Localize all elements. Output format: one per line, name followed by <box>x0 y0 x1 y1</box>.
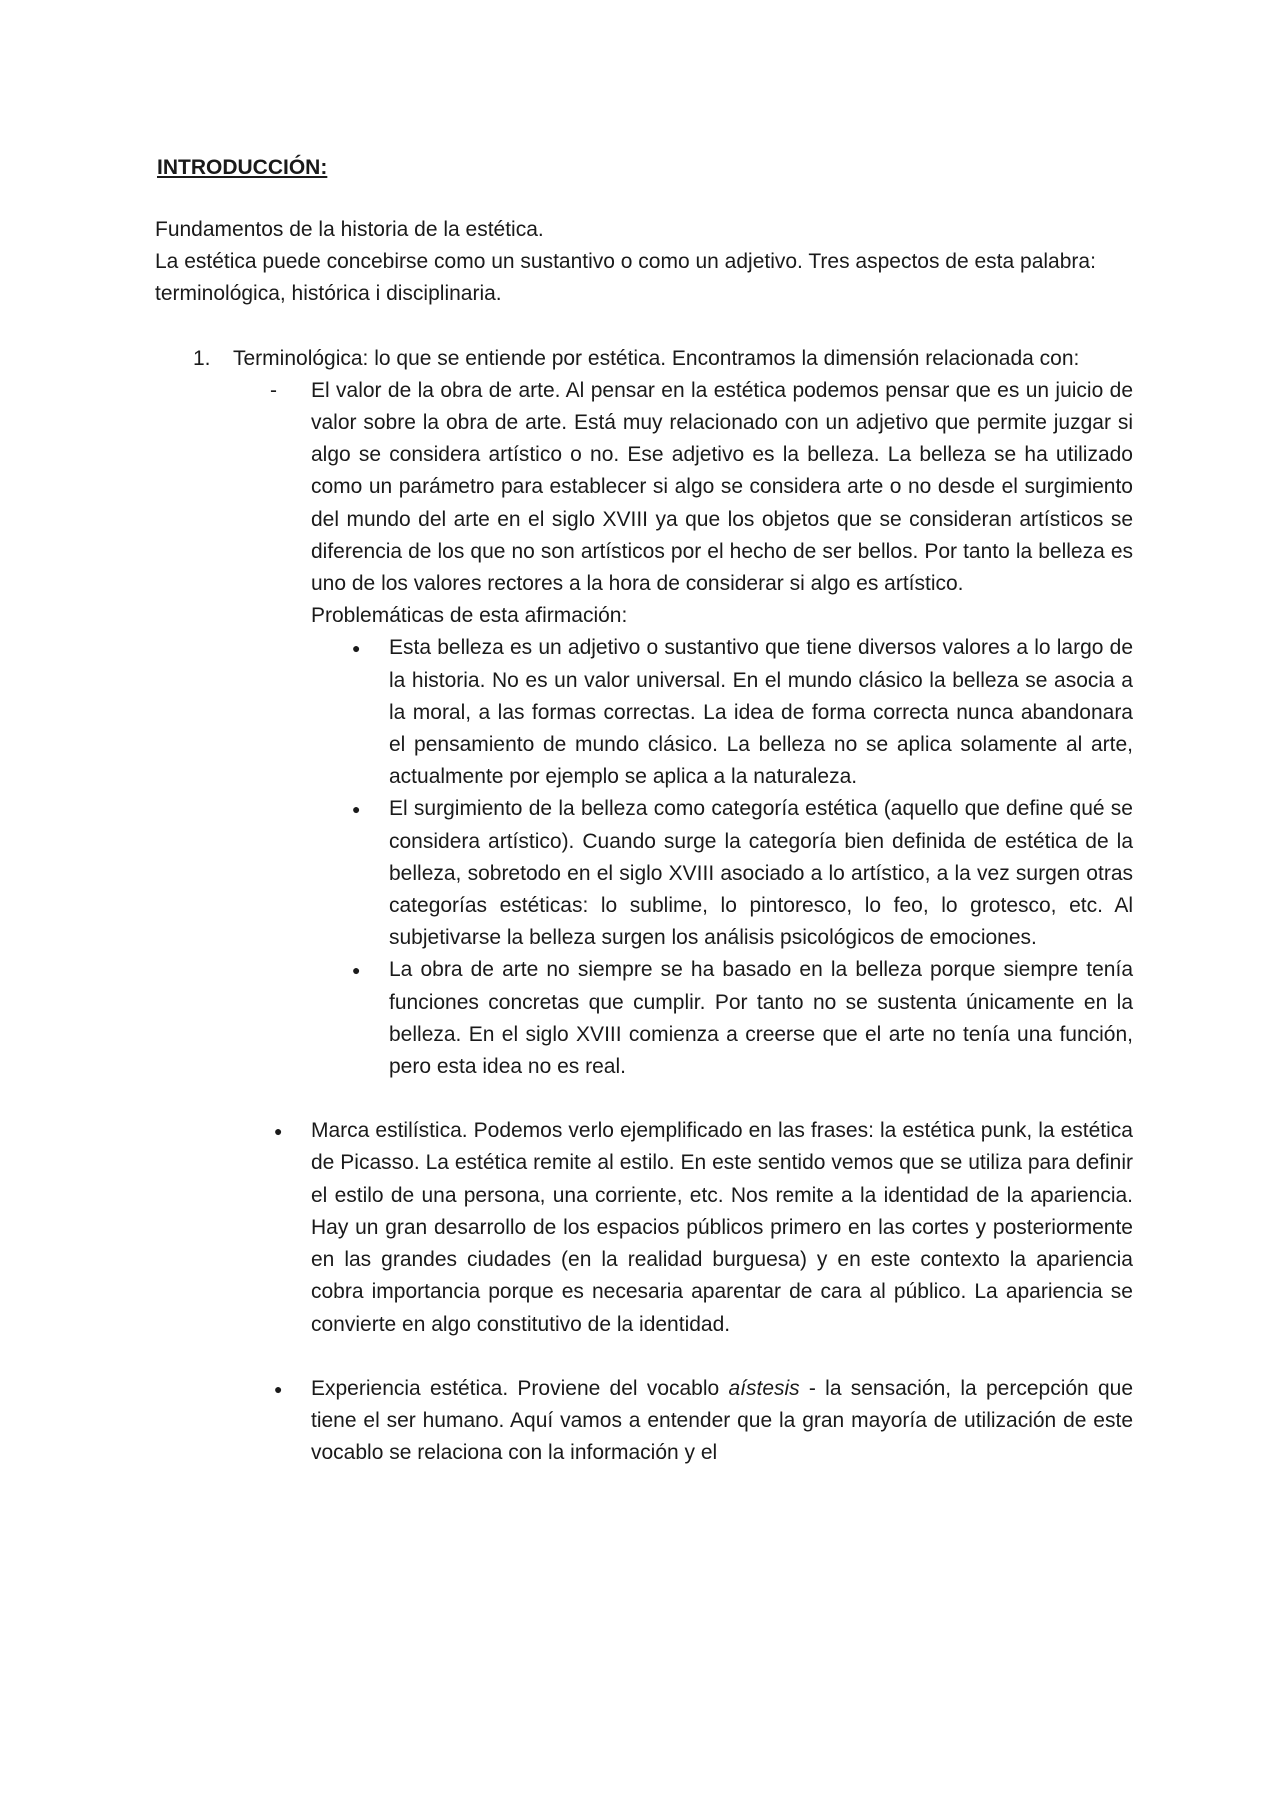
problem-item-text: Esta belleza es un adjetivo o sustantivo que tiene diversos valores a lo largo de la historia. No es un valor universal. En el mundo clásico la belleza se asocia a la moral, a las formas correctas. La idea de forma correcta nunca abandonara el pensamiento de mundo clásico. La belleza no se aplica solamente al arte, actualmente por ejemplo se aplica a la naturaleza. <box>389 636 1133 789</box>
bullet-item-text-after: - la sensación, la percepción que tiene el ser humano. Aquí vamos a entender que la gran mayoría de utilización de este vocablo se relaciona con la información y el <box>311 1376 1134 1465</box>
problem-item <box>155 954 1133 1083</box>
bullet-icon: ● <box>274 1123 283 1140</box>
numbered-item-terminologica <box>155 343 1133 375</box>
problems-label: Problemáticas de esta afirmación: <box>311 604 628 628</box>
bullet-item-text: Marca estilística. Podemos verlo ejemplificado en las frases: la estética punk, la estética de Picasso. La estética remite al estilo. En este sentido vemos que se utiliza para definir el estilo de una persona, una corriente, etc. Nos remite a la identidad de la apariencia. Hay un gran desarrollo de los espacios públicos primero en las cortes y posteriormente en las grandes ciudades (en la realidad burguesa) y en este contexto la apariencia cobra importancia porque es necesaria aparentar de cara al público. La apariencia se convierte en algo constitutivo de la identidad. <box>311 1119 1133 1336</box>
intro-line-1: Fundamentos de la historia de la estética. <box>155 218 544 241</box>
bullet-item-marca-estilistica <box>155 1115 1133 1340</box>
page-title: INTRODUCCIÓN: <box>157 156 328 179</box>
bullet-icon: ● <box>352 962 361 979</box>
numbered-item-text: Terminológica: lo que se entiende por estética. Encontramos la dimensión relacionada con: <box>233 346 1080 370</box>
problem-item <box>155 793 1133 954</box>
bullet-icon: ● <box>352 801 361 818</box>
problem-item-text: La obra de arte no siempre se ha basado en la belleza porque siempre tenía funciones concretas que cumplir. Por tanto no se sustenta únicamente en la belleza. En el siglo XVIII comienza a creerse que el arte no tenía una función, pero esta idea no es real. <box>389 958 1133 1079</box>
bullet-item-experiencia-estetica <box>155 1373 1133 1470</box>
dash-marker: - <box>270 378 277 402</box>
problem-item-text: El surgimiento de la belleza como categoría estética (aquello que define qué se considera artístico). Cuando surge la categoría bien definida de estética de la belleza, sobretodo en el siglo XVIII asociado a lo artístico, a la vez surgen otras categorías estéticas: lo sublime, lo pintoresco, lo feo, lo grotesco, etc. Al subjetivarse la belleza surgen los análisis psicológicos de emociones. <box>389 797 1133 950</box>
bullet-item-text-before: Experiencia estética. Proviene del vocablo <box>311 1376 729 1400</box>
document-page <box>155 152 1133 1469</box>
bullet-icon: ● <box>352 640 361 657</box>
problem-item <box>155 632 1133 793</box>
bullet-icon: ● <box>274 1380 283 1397</box>
dash-item-text: El valor de la obra de arte. Al pensar en la estética podemos pensar que es un juicio de valor sobre la obra de arte. Está muy relacionado con un adjetivo que permite juzgar si algo se considera artístico o no. Ese adjetivo es la belleza. La belleza se ha utilizado como un parámetro para establecer si algo se considera arte o no desde el surgimiento del mundo del arte en el siglo XVIII ya que los objetos que se consideran artísticos se diferencia de los que no son artísticos por el hecho de ser bellos. Por tanto la belleza es uno de los valores rectores a la hora de considerar si algo es artístico. <box>311 378 1133 596</box>
bullet-item-italic-term: aístesis <box>728 1376 800 1400</box>
dash-item-valor-obra <box>155 375 1133 600</box>
list-number: 1. <box>193 346 211 370</box>
intro-line-2: La estética puede concebirse como un sustantivo o como un adjetivo. Tres aspectos de esta palabra: terminológica, histórica i disciplinaria. <box>155 250 1096 306</box>
